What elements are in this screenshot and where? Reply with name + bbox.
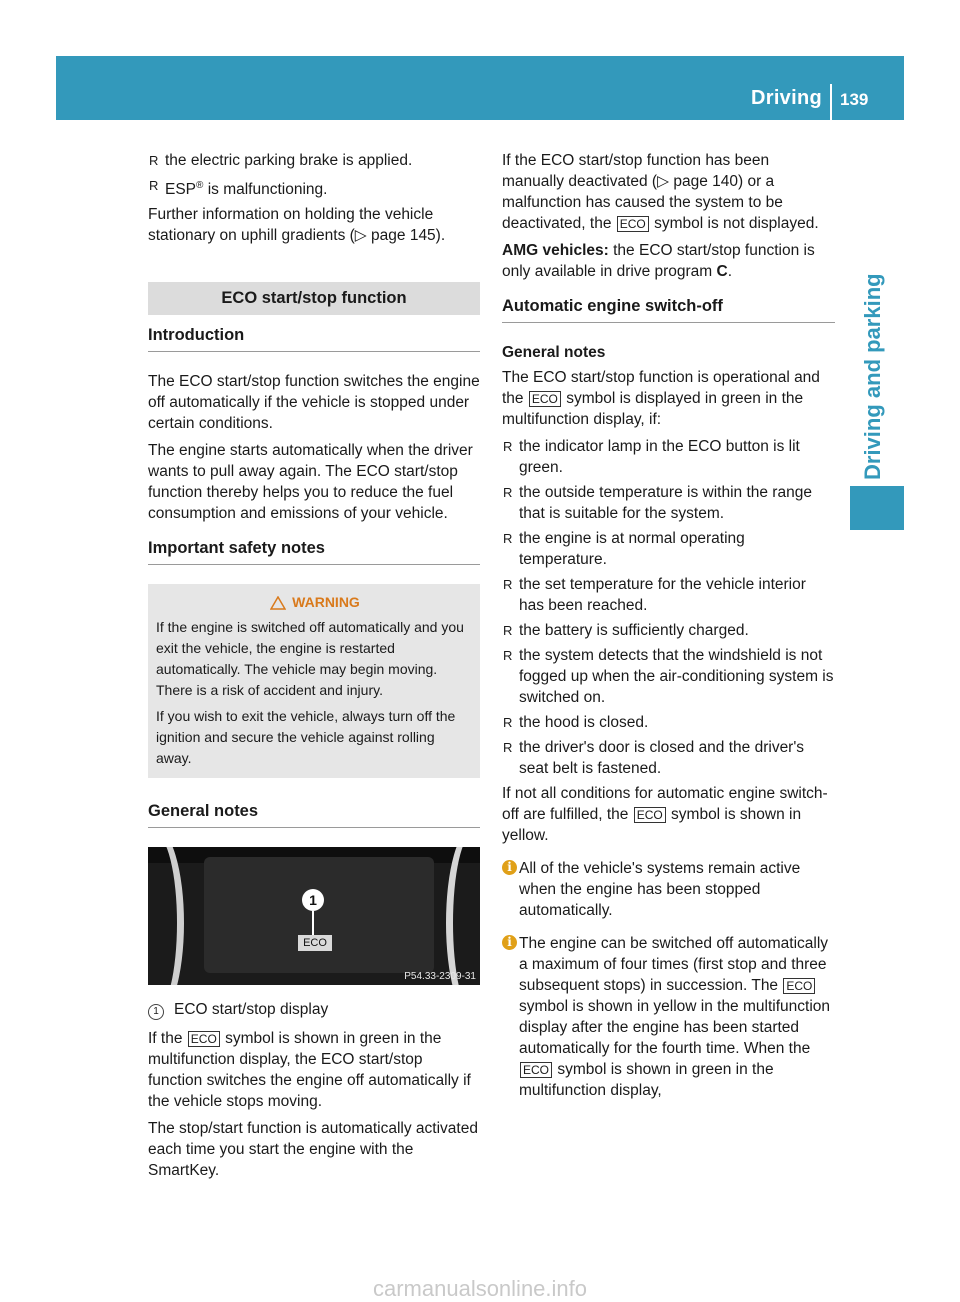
page-ref-arrow-icon: ▷ <box>354 227 367 245</box>
right-column <box>502 150 835 1113</box>
info-icon: i <box>502 860 517 875</box>
page-number: 139 <box>840 90 869 109</box>
list-item: R the hood is closed. <box>502 712 835 733</box>
side-tab-block <box>850 486 904 530</box>
heading-introduction: Introduction <box>148 325 480 352</box>
paragraph: The engine starts automatically when the driver wants to pull away again. The ECO start/stop function thereby helps you to reduce the fuel consumption and emissions of your vehicle. <box>148 442 473 523</box>
eco-symbol-icon: ECO <box>529 391 561 407</box>
instrument-cluster-photo <box>148 847 480 985</box>
image-code: P54.33-2309-31 <box>404 971 476 983</box>
warning-title: WARNING <box>156 592 474 613</box>
paragraph: The stop/start function is automatically activated each time you start the engine with the SmartKey. <box>148 1120 478 1180</box>
heading-automatic-switch-off: Automatic engine switch-off <box>502 296 835 323</box>
header-separator <box>830 84 832 120</box>
paragraph: The ECO start/stop function is operational and the ECO symbol is displayed in green in the multifunction display, if: <box>502 369 820 428</box>
eco-symbol-icon: ECO <box>617 216 649 232</box>
info-note: i The engine can be switched off automatically a maximum of four times (first stop and three subsequent stops) in succession. The ECO symbol is shown in yellow in the multifunction display after the engine has been started automatically for the fourth time. When the ECO symbol is shown in green in the multifunction display, <box>502 933 835 1101</box>
list-item: R the indicator lamp in the ECO button is lit green. <box>502 436 835 478</box>
eco-symbol-icon: ECO <box>634 807 666 823</box>
info-note: i All of the vehicle's systems remain active when the engine has been stopped automatically. <box>502 858 835 921</box>
warning-text: If the engine is switched off automatically and you exit the vehicle, the engine is restarted automatically. The vehicle may begin moving. There is a risk of accident and injury. <box>156 619 464 699</box>
paragraph: If not all conditions for automatic engine switch-off are fulfilled, the ECO symbol is shown in yellow. <box>502 785 828 844</box>
list-item: R the outside temperature is within the range that is suitable for the system. <box>502 482 835 524</box>
list-item: R the driver's door is closed and the driver's seat belt is fastened. <box>502 737 835 779</box>
left-column <box>148 150 480 1187</box>
eco-symbol-icon: ECO <box>783 978 815 994</box>
warning-triangle-icon <box>270 596 286 610</box>
legend-number: 1 <box>148 1004 164 1020</box>
figure-legend: 1 ECO start/stop display <box>148 999 480 1020</box>
eco-symbol-icon: ECO <box>520 1062 552 1078</box>
page-ref-arrow-icon: ▷ <box>657 173 670 190</box>
heading-safety: Important safety notes <box>148 538 480 565</box>
info-icon: i <box>502 935 517 950</box>
paragraph: The ECO start/stop function switches the engine off automatically if the vehicle is stopped under certain conditions. <box>148 373 480 433</box>
list-item: R ESP® is malfunctioning. <box>148 175 480 200</box>
list-item: R the system detects that the windshield is not fogged up when the air-conditioning system is switched on. <box>502 645 835 708</box>
section-heading: ECO start/stop function <box>148 282 480 315</box>
list-item: R the electric parking brake is applied. <box>148 150 480 171</box>
paragraph: If the ECO symbol is shown in green in the multifunction display, the ECO start/stop function switches the engine off automatically if the vehicle stops moving. <box>148 1030 471 1111</box>
paragraph: AMG vehicles: the ECO start/stop function is only available in drive program C. <box>502 242 815 280</box>
subheading-general-notes: General notes <box>502 344 606 361</box>
paragraph: Further information on holding the vehicle stationary on uphill gradients (▷ page 145). <box>148 206 446 245</box>
warning-box <box>148 584 480 778</box>
side-tab-label: Driving and parking <box>860 273 885 480</box>
list-item: R the battery is sufficiently charged. <box>502 620 835 641</box>
section-title: Driving <box>751 87 822 109</box>
paragraph: If the ECO start/stop function has been manually deactivated (▷ page 140) or a malfunction has caused the system to be deactivated, the ECO symbol is not displayed. <box>502 152 819 232</box>
callout-number: 1 <box>302 889 324 911</box>
watermark: carmanualsonline.info <box>372 1276 588 1301</box>
warning-text: If you wish to exit the vehicle, always turn off the ignition and secure the vehicle against rolling away. <box>156 708 456 767</box>
list-item: R the engine is at normal operating temperature. <box>502 528 835 570</box>
eco-symbol-icon: ECO <box>298 935 332 951</box>
list-item: R the set temperature for the vehicle interior has been reached. <box>502 574 835 616</box>
eco-symbol-icon: ECO <box>188 1031 220 1047</box>
heading-general-notes: General notes <box>148 801 480 828</box>
